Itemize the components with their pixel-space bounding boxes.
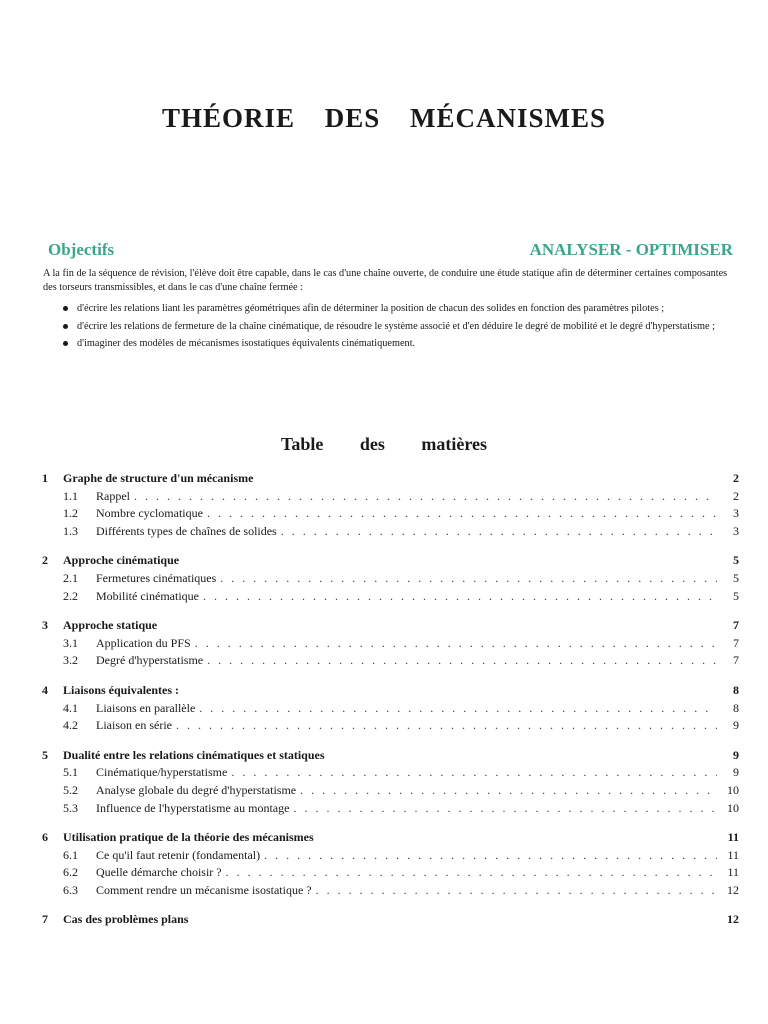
toc-page-number: 3 (733, 523, 739, 538)
toc-section-title: Utilisation pratique de la théorie des mécanismes (63, 830, 314, 845)
toc-entry-section[interactable] (42, 748, 739, 766)
toc-page-number: 7 (733, 618, 739, 633)
toc-page-number: 3 (733, 506, 739, 521)
objectifs-list (63, 302, 743, 355)
toc-entry-subsection[interactable] (42, 589, 739, 607)
toc-page-number: 11 (727, 847, 739, 862)
toc-page-number: 9 (733, 765, 739, 780)
toc-dot-leader (207, 653, 717, 668)
toc-entry-subsection[interactable] (42, 865, 739, 883)
toc-page-number: 8 (733, 682, 739, 697)
toc-section (42, 830, 739, 900)
toc-dot-leader (207, 506, 717, 521)
toc-dot-leader (231, 765, 717, 780)
toc-entry-section[interactable] (42, 471, 739, 489)
toc-subsection-title: Degré d'hyperstatisme (96, 653, 204, 668)
toc-section-number: 3 (42, 618, 48, 633)
toc-subsection-number: 6.1 (63, 847, 78, 862)
toc-dot-leader (264, 848, 717, 863)
toc-section-number: 6 (42, 830, 48, 845)
title-first-letter: T (161, 103, 181, 133)
toc-subsection-title: Liaison en série (96, 718, 172, 733)
toc-page-number: 7 (733, 635, 739, 650)
table-of-contents (42, 471, 739, 942)
toc-subsection-title: Ce qu'il faut retenir (fondamental) (96, 847, 261, 862)
toc-dot-leader (134, 489, 717, 504)
toc-subsection-title: Application du PFS (96, 635, 191, 650)
toc-section-number: 2 (42, 553, 48, 568)
toc-entry-subsection[interactable] (42, 765, 739, 783)
toc-section-title: Liaisons équivalentes : (63, 682, 180, 697)
toc-dot-leader (195, 636, 717, 651)
document-title (0, 103, 768, 134)
toc-entry-subsection[interactable] (42, 653, 739, 671)
toc-subsection-number: 1.2 (63, 506, 78, 521)
toc-subsection-number: 6.3 (63, 882, 78, 897)
toc-entry-subsection[interactable] (42, 506, 739, 524)
toc-page-number: 11 (727, 830, 739, 845)
toc-dot-leader (176, 718, 717, 733)
toc-dot-leader (226, 865, 717, 880)
toc-page-number: 2 (733, 471, 739, 485)
toc-subsection-title: Fermetures cinématiques (96, 570, 217, 585)
toc-section (42, 471, 739, 541)
toc-entry-section[interactable] (42, 553, 739, 571)
toc-dot-leader (220, 571, 717, 586)
toc-entry-subsection[interactable] (42, 883, 739, 901)
toc-subsection-title: Quelle démarche choisir ? (96, 865, 222, 880)
toc-page-number: 5 (733, 553, 739, 568)
toc-subsection-number: 3.2 (63, 653, 78, 668)
toc-entry-subsection[interactable] (42, 489, 739, 507)
toc-section-number: 1 (42, 471, 48, 485)
toc-section (42, 553, 739, 606)
objectif-item: d'imaginer des modèles de mécanismes isostatiques équivalents cinématiquement. (63, 337, 743, 351)
toc-subsection-title: Influence de l'hyperstatisme au montage (96, 800, 290, 815)
toc-page-number: 11 (727, 865, 739, 880)
toc-subsection-title: Nombre cyclomatique (96, 506, 203, 521)
toc-section-title: Dualité entre les relations cinématiques et statiques (63, 747, 325, 762)
toc-page-number: 7 (733, 653, 739, 668)
toc-page-number: 10 (727, 782, 739, 797)
toc-subsection-title: Différents types de chaînes de solides (96, 523, 277, 538)
toc-section-title: Graphe de structure d'un mécanisme (63, 471, 254, 485)
toc-section (42, 912, 739, 930)
toc-subsection-title: Liaisons en parallèle (96, 700, 196, 715)
toc-section (42, 618, 739, 671)
toc-page-number: 2 (733, 488, 739, 503)
toc-section (42, 748, 739, 818)
toc-subsection-number: 4.2 (63, 718, 78, 733)
toc-subsection-number: 2.2 (63, 588, 78, 603)
toc-subsection-title: Analyse globale du degré d'hyperstatisme (96, 782, 297, 797)
toc-dot-leader (293, 801, 717, 816)
toc-section-title: Cas des problèmes plans (63, 912, 189, 927)
toc-dot-leader (199, 701, 717, 716)
toc-subsection-number: 5.3 (63, 800, 78, 815)
toc-dot-leader (203, 589, 717, 604)
title-rest: HÉORIE DES MÉCANISMES (180, 103, 607, 133)
toc-subsection-title: Rappel (96, 488, 130, 503)
objectif-item: d'écrire les relations liant les paramètres géométriques afin de déterminer la position de chacun des solides en fonction des paramètres pilotes ; (63, 302, 743, 316)
toc-subsection-number: 5.1 (63, 765, 78, 780)
toc-page-number: 9 (733, 747, 739, 762)
toc-dot-leader (281, 524, 717, 539)
toc-heading: Table des matières (281, 434, 487, 454)
toc-entry-section[interactable] (42, 830, 739, 848)
toc-section-number: 4 (42, 682, 48, 697)
competence-label: ANALYSER - OPTIMISER (529, 240, 733, 259)
toc-entry-section[interactable] (42, 683, 739, 701)
toc-entry-subsection[interactable] (42, 801, 739, 819)
objectifs-label: Objectifs (48, 240, 115, 259)
toc-subsection-number: 2.1 (63, 570, 78, 585)
objectifs-intro: A la fin de la séquence de révision, l'élève doit être capable, dans le cas d'une chaîne ouverte, de conduire une étude statique afin de déterminer certaines composantes des torseurs transmissibles, et dans le cas d'une chaîne fermée : (43, 268, 728, 293)
toc-section-number: 7 (42, 912, 48, 927)
toc-entry-subsection[interactable] (42, 524, 739, 542)
toc-page-number: 5 (733, 570, 739, 585)
toc-subsection-title: Comment rendre un mécanisme isostatique ? (96, 882, 312, 897)
toc-page-number: 10 (727, 800, 739, 815)
toc-section-number: 5 (42, 747, 48, 762)
toc-entry-subsection[interactable] (42, 783, 739, 801)
toc-dot-leader (300, 783, 717, 798)
toc-page-number: 5 (733, 588, 739, 603)
toc-subsection-number: 3.1 (63, 635, 78, 650)
toc-page-number: 12 (727, 912, 739, 927)
toc-subsection-number: 1.3 (63, 523, 78, 538)
toc-page-number: 9 (733, 718, 739, 733)
toc-subsection-title: Mobilité cinématique (96, 588, 199, 603)
objectif-item: d'écrire les relations de fermeture de la chaîne cinématique, de résoudre le système associé et d'en déduire le degré de mobilité et le degré d'hyperstatisme ; (63, 320, 743, 334)
toc-dot-leader (316, 883, 717, 898)
toc-entry-subsection[interactable] (42, 718, 739, 736)
toc-entry-section[interactable] (42, 912, 739, 930)
toc-entry-subsection[interactable] (42, 636, 739, 654)
toc-subsection-number: 4.1 (63, 700, 78, 715)
toc-page-number: 8 (733, 700, 739, 715)
toc-subsection-title: Cinématique/hyperstatisme (96, 765, 228, 780)
toc-page-number: 12 (727, 882, 739, 897)
toc-entry-subsection[interactable] (42, 701, 739, 719)
toc-section-title: Approche statique (63, 618, 158, 633)
toc-subsection-number: 5.2 (63, 782, 78, 797)
toc-entry-subsection[interactable] (42, 848, 739, 866)
toc-subsection-number: 6.2 (63, 865, 78, 880)
toc-section-title: Approche cinématique (63, 553, 180, 568)
toc-entry-subsection[interactable] (42, 571, 739, 589)
toc-subsection-number: 1.1 (63, 488, 78, 503)
toc-entry-section[interactable] (42, 618, 739, 636)
toc-section (42, 683, 739, 736)
